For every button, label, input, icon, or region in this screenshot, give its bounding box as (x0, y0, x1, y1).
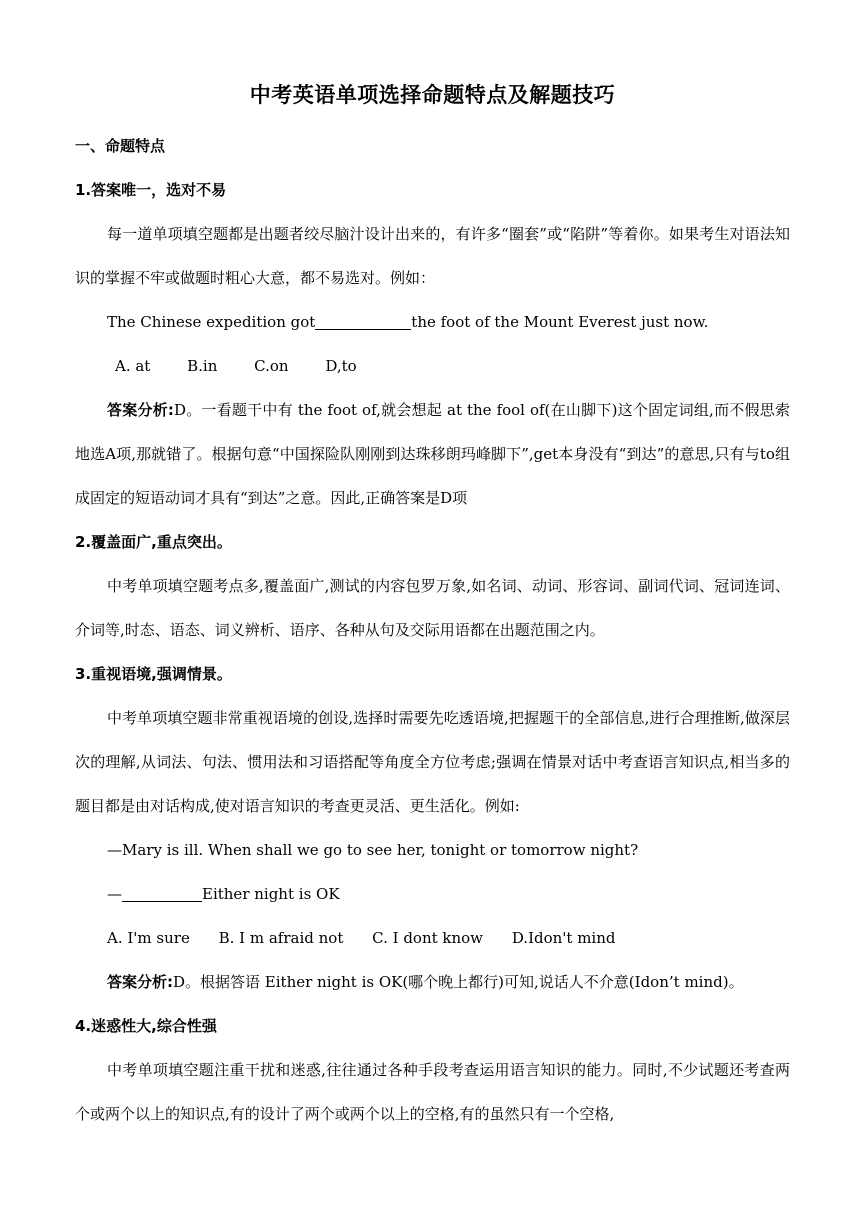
point-3-heading: 3.重视语境,强调情景。 (75, 665, 232, 683)
option-d: D,to (325, 357, 357, 375)
option-d: D.Idon't mind (511, 929, 616, 947)
dialog-reply: Either night is OK (202, 885, 340, 903)
point-2-paragraph: 中考单项填空题考点多,覆盖面广,测试的内容包罗万象,如名词、动词、形容词、副词代词、冠词连词、介词等,时态、语态、词义辨析、语序、各种从句及交际用语都在出题范围之内。 (75, 577, 790, 639)
option-b: B. I m afraid not (218, 929, 344, 947)
point-4-paragraph: 中考单项填空题注重干扰和迷惑,往往通过各种手段考查运用语言知识的能力。同时,不少试题还考查两个或两个以上的知识点,有的设计了两个或两个以上的空格,有的虽然只有一个空格, (75, 1061, 790, 1123)
option-c: C.on (254, 357, 289, 375)
answer-text: D。一看题干中有 the foot of,就会想起 at the fool of(在山脚下)这个固定词组,而不假思索地选A项,那就错了。根据句意“中国探险队刚刚到达珠移朗玛峰脚下”,get本身没有“到达”的意思,只有与to组成固定的短语动词才具有“到达”之意。因此,正确答案是D项 (75, 401, 790, 507)
answer-label: 答案分析: (107, 401, 174, 419)
point-3-paragraph: 中考单项填空题非常重视语境的创设,选择时需要先吃透语境,把握题干的全部信息,进行合理推断,做深层次的理解,从词法、句法、惯用法和习语搭配等角度全方位考虑;强调在情景对话中考查语言知识点,相当多的题目都是由对话构成,使对语言知识的考查更灵活、更生活化。例如: (75, 709, 790, 815)
option-a: A. I'm sure (107, 929, 190, 947)
options-2 (75, 916, 790, 960)
document-title: 中考英语单项选择命题特点及解题技巧 (249, 83, 616, 107)
section-heading: 一、命题特点 (75, 137, 166, 155)
point-1-paragraph: 每一道单项填空题都是出题者绞尽脑汁设计出来的，有许多“圈套”或“陷阱”等着你。如果考生对语法知识的掌握不牢或做题时粗心大意，都不易选对。例如： (75, 225, 790, 287)
option-b: B.in (187, 357, 218, 375)
question-text-after: the foot of the Mount Everest just now. (411, 313, 709, 331)
dialog-dash: — (107, 885, 122, 903)
example-question-1 (75, 300, 790, 344)
point-4-heading: 4.迷惑性大,综合性强 (75, 1017, 217, 1035)
answer-analysis-2 (75, 960, 790, 1004)
answer-blank (315, 314, 411, 330)
dialog-line-2 (75, 872, 790, 916)
dialog-line-1: —Mary is ill. When shall we go to see her, tonight or tomorrow night? (107, 841, 639, 859)
answer-analysis-1 (75, 388, 790, 520)
answer-label: 答案分析: (107, 973, 173, 991)
point-1-heading: 1.答案唯一，选对不易 (75, 181, 227, 199)
answer-text: D。根据答语 Either night is OK(哪个晚上都行)可知,说话人不介意(Idon’t mind)。 (173, 973, 744, 991)
point-2-heading: 2.覆盖面广,重点突出。 (75, 533, 232, 551)
options-1 (75, 344, 790, 388)
option-a: A. at (115, 357, 151, 375)
question-text-before: The Chinese expedition got (107, 313, 316, 331)
option-c: C. I dont know (372, 929, 484, 947)
answer-blank (122, 886, 202, 902)
